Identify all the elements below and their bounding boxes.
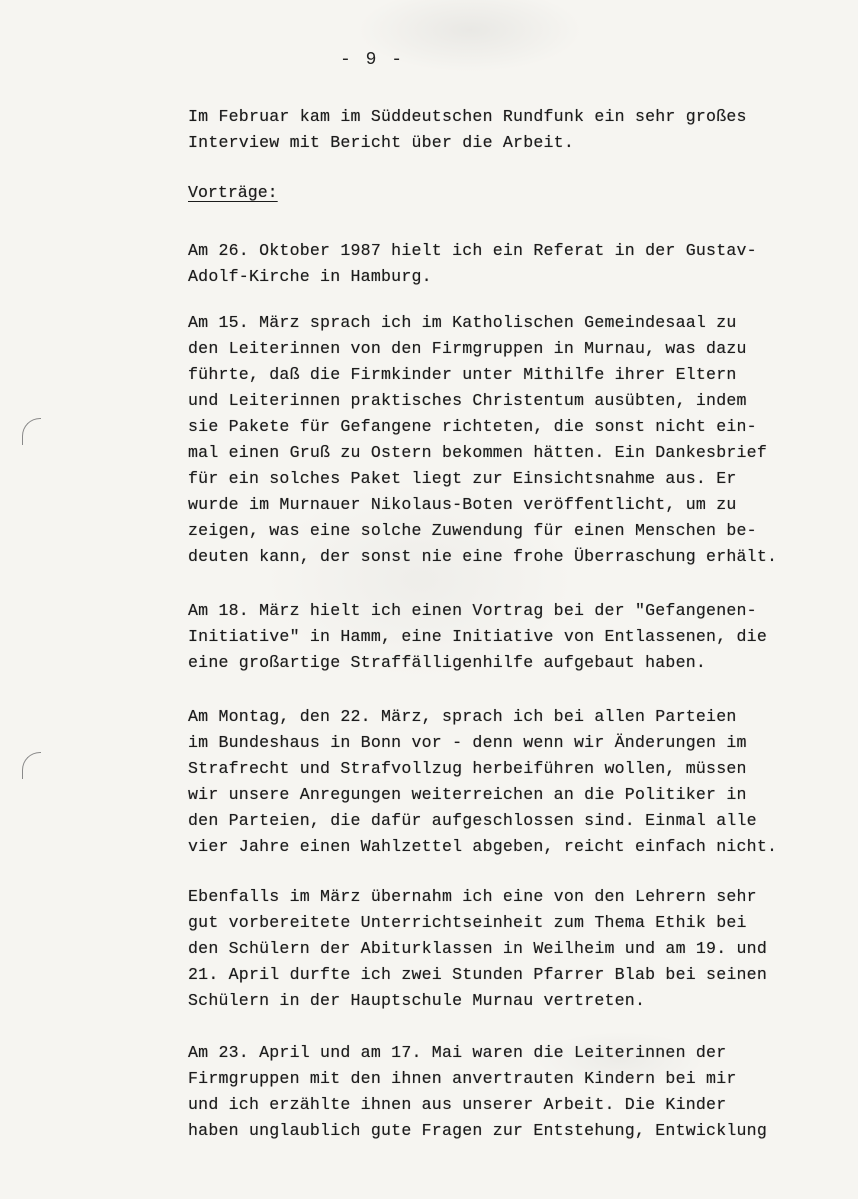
text-line: wir unsere Anregungen weiterreichen an die Politiker in: [188, 785, 747, 804]
text-line: sie Pakete für Gefangene richteten, die sonst nicht ein-: [188, 417, 757, 436]
text-line: gut vorbereitete Unterrichtseinheit zum Thema Ethik bei: [188, 913, 747, 932]
text-line: deuten kann, der sonst nie eine frohe Überraschung erhält.: [188, 547, 778, 566]
text-line: wurde im Murnauer Nikolaus-Boten veröffentlicht, um zu: [188, 495, 737, 514]
text-line: Am Montag, den 22. März, sprach ich bei allen Parteien: [188, 707, 737, 726]
punch-hole-mark: [22, 752, 41, 779]
text-line: den Leiterinnen von den Firmgruppen in Murnau, was dazu: [188, 339, 747, 358]
text-line: Am 26. Oktober 1987 hielt ich ein Referat in der Gustav-: [188, 241, 757, 260]
paragraph: [188, 598, 808, 676]
text-line: Firmgruppen mit den ihnen anvertrauten Kindern bei mir: [188, 1069, 737, 1088]
text-line: Am 15. März sprach ich im Katholischen Gemeindesaal zu: [188, 313, 737, 332]
text-line: haben unglaublich gute Fragen zur Entstehung, Entwicklung: [188, 1121, 767, 1140]
text-line: Strafrecht und Strafvollzug herbeiführen wollen, müssen: [188, 759, 747, 778]
text-line: vier Jahre einen Wahlzettel abgeben, reicht einfach nicht.: [188, 837, 778, 856]
text-line: Schülern in der Hauptschule Murnau vertreten.: [188, 991, 646, 1010]
text-line: und Leiterinnen praktisches Christentum ausübten, indem: [188, 391, 747, 410]
text-line: den Schülern der Abiturklassen in Weilheim und am 19. und: [188, 939, 767, 958]
text-line: Initiative" in Hamm, eine Initiative von Entlassenen, die: [188, 627, 767, 646]
text-line: mal einen Gruß zu Ostern bekommen hätten. Ein Dankesbrief: [188, 443, 767, 462]
text-line: Am 18. März hielt ich einen Vortrag bei der "Gefangenen-: [188, 601, 757, 620]
text-line: Interview mit Bericht über die Arbeit.: [188, 133, 574, 152]
section-heading: Vorträge:: [188, 183, 278, 202]
text-line: Ebenfalls im März übernahm ich eine von den Lehrern sehr: [188, 887, 757, 906]
punch-hole-mark: [22, 418, 41, 445]
text-line: zeigen, was eine solche Zuwendung für einen Menschen be-: [188, 521, 757, 540]
text-line: im Bundeshaus in Bonn vor - denn wenn wir Änderungen im: [188, 733, 747, 752]
text-line: Am 23. April und am 17. Mai waren die Leiterinnen der: [188, 1043, 727, 1062]
text-line: eine großartige Straffälligenhilfe aufgebaut haben.: [188, 653, 707, 672]
text-line: für ein solches Paket liegt zur Einsichtsnahme aus. Er: [188, 469, 737, 488]
paragraph: [188, 310, 808, 570]
text-line: und ich erzählte ihnen aus unserer Arbeit. Die Kinder: [188, 1095, 727, 1114]
page-number: - 9 -: [340, 50, 405, 70]
text-line: den Parteien, die dafür aufgeschlossen sind. Einmal alle: [188, 811, 757, 830]
paragraph: [188, 1040, 808, 1144]
text-line: Im Februar kam im Süddeutschen Rundfunk ein sehr großes: [188, 107, 747, 126]
text-line: Adolf-Kirche in Hamburg.: [188, 267, 432, 286]
paragraph: [188, 104, 808, 156]
paragraph: [188, 884, 808, 1014]
paragraph: [188, 704, 808, 860]
text-line: führte, daß die Firmkinder unter Mithilfe ihrer Eltern: [188, 365, 737, 384]
text-line: 21. April durfte ich zwei Stunden Pfarrer Blab bei seinen: [188, 965, 767, 984]
paragraph: [188, 238, 808, 290]
